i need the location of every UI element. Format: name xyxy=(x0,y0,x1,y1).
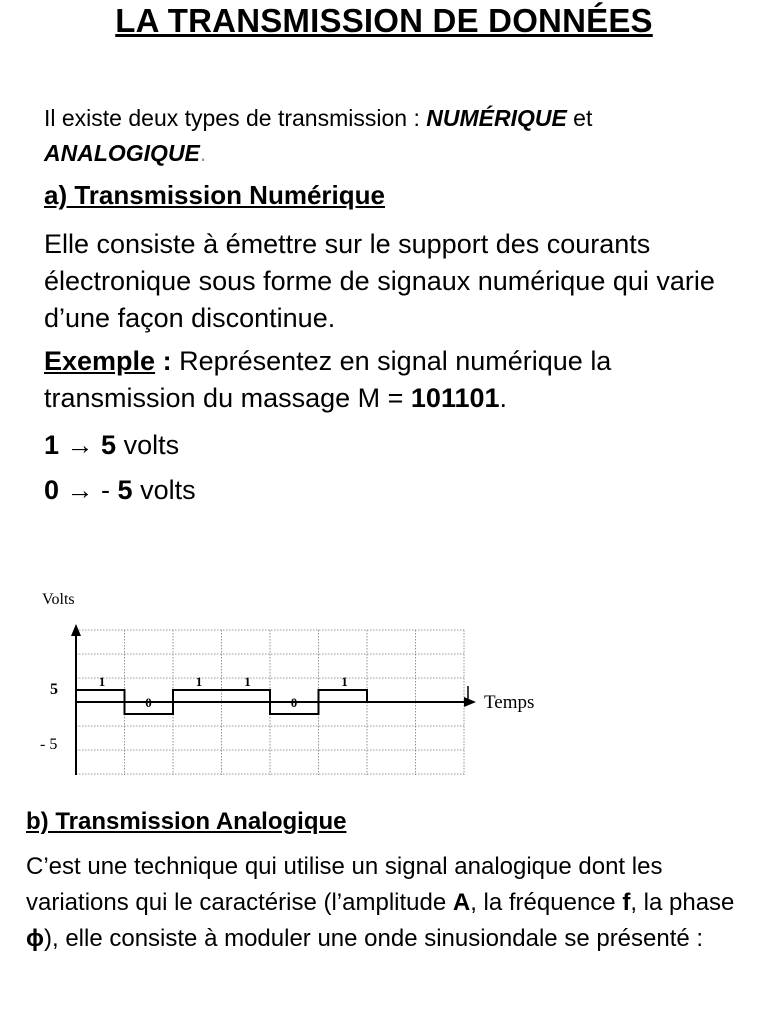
example-period: . xyxy=(499,383,508,413)
intro-and: et xyxy=(566,105,593,131)
section-b-text: ), elle consiste à moduler une onde sinusiondale se présenté : xyxy=(44,925,704,952)
signal-chart xyxy=(30,582,550,782)
message-value: 101101 xyxy=(410,383,500,413)
example-text: Représentez en signal numérique la transmission du massage M = xyxy=(44,346,612,413)
arrow-icon: → xyxy=(59,430,102,460)
mapping-bit: 1 xyxy=(44,430,60,460)
signal-series xyxy=(76,674,468,714)
bit-label: 1 xyxy=(244,674,251,689)
section-a-paragraph: Elle consiste à émettre sur le support des courants électronique sous forme de signaux numérique qui varie d’une façon discontinue. xyxy=(44,229,715,333)
bit-label: 1 xyxy=(195,674,203,689)
mapping-bit: 0 xyxy=(44,475,60,505)
intro-text: Il existe deux types de transmission : xyxy=(44,105,427,131)
intro-paragraph xyxy=(44,101,734,171)
bit-label: 1 xyxy=(98,674,106,689)
type-analog: ANALOGIQUE xyxy=(44,140,200,166)
y-tick-label: - 5 xyxy=(40,736,58,753)
amplitude-symbol: A xyxy=(452,889,471,916)
bit-label: 1 xyxy=(341,674,348,689)
section-a-heading: a) Transmission Numérique xyxy=(44,180,385,210)
page-title: LA TRANSMISSION DE DONNÉES xyxy=(115,2,653,39)
section-b-paragraph xyxy=(26,849,756,957)
mapping-sign: - xyxy=(101,475,118,505)
example-colon: : xyxy=(155,346,172,376)
arrow-icon: → xyxy=(59,475,102,505)
section-b-text: , la phase xyxy=(630,889,735,916)
y-tick-label: 5 xyxy=(50,681,58,698)
section-b-text: , la fréquence xyxy=(470,889,623,916)
section-b-text: C’est une technique qui utilise un signal analogique dont les variations qui le caractérise (l’amplitude xyxy=(26,853,663,916)
mapping-unit: volts xyxy=(132,475,196,505)
x-axis-arrow-icon xyxy=(464,697,476,707)
x-axis-label: Temps xyxy=(484,692,535,713)
section-b-heading: b) Transmission Analogique xyxy=(26,808,347,835)
mapping-unit: volts xyxy=(116,430,180,460)
y-axis-label: Volts xyxy=(42,591,75,608)
bit-label: 0 xyxy=(145,695,152,710)
phase-symbol: ϕ xyxy=(26,925,44,952)
frequency-symbol: f xyxy=(622,889,631,916)
mapping-zero xyxy=(44,472,196,509)
mapping-value: 5 xyxy=(117,475,133,505)
type-numeric: NUMÉRIQUE xyxy=(426,105,567,131)
mapping-one xyxy=(44,427,179,464)
mapping-value: 5 xyxy=(101,430,117,460)
bit-label: 0 xyxy=(290,695,298,710)
example-label: Exemple xyxy=(44,346,156,376)
intro-period: . xyxy=(199,140,207,166)
example-paragraph xyxy=(44,343,744,417)
